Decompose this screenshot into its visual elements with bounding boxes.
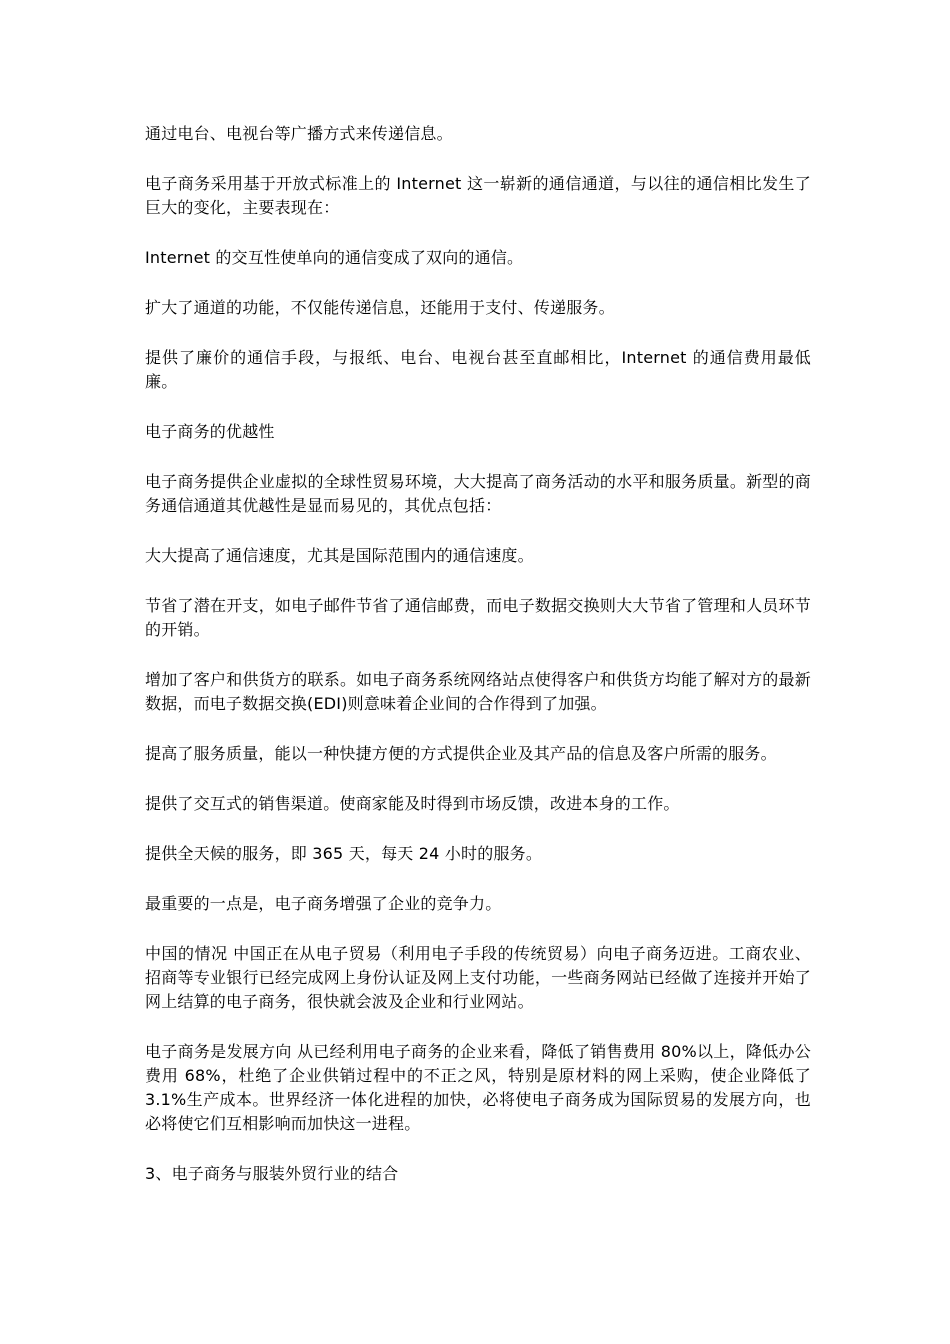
paragraph-cost-saving: 节省了潜在开支，如电子邮件节省了通信邮费，而电子数据交换则大大节省了管理和人员环节的开销。	[145, 596, 811, 639]
paragraph-customer-relations: 增加了客户和供货方的联系。如电子商务系统网络站点使得客户和供货方均能了解对方的最新数据，而电子数据交换(EDI)则意味着企业间的合作得到了加强。	[145, 670, 811, 713]
section-heading-advantages: 电子商务的优越性	[145, 422, 275, 441]
section-heading-garment-trade: 3、电子商务与服装外贸行业的结合	[145, 1164, 399, 1183]
paragraph-speed: 大大提高了通信速度，尤其是国际范围内的通信速度。	[145, 546, 534, 565]
paragraph-china-situation: 中国的情况 中国正在从电子贸易（利用电子手段的传统贸易）向电子商务迈进。工商农业、招商等专业银行已经完成网上身份认证及网上支付功能，一些商务网站已经做了连接并开始了网上结算的电子商务，很快就会波及企业和行业网站。	[145, 944, 811, 1011]
paragraph-virtual-environment: 电子商务提供企业虚拟的全球性贸易环境，大大提高了商务活动的水平和服务质量。新型的商务通信通道其优越性是显而易见的，其优点包括：	[145, 472, 811, 515]
paragraph-service-quality: 提高了服务质量，能以一种快捷方便的方式提供企业及其产品的信息及客户所需的服务。	[145, 744, 777, 763]
paragraph-broadcast: 通过电台、电视台等广播方式来传递信息。	[145, 124, 453, 143]
paragraph-interactivity: Internet 的交互性使单向的通信变成了双向的通信。	[145, 248, 524, 267]
paragraph-competitiveness: 最重要的一点是，电子商务增强了企业的竞争力。	[145, 894, 502, 913]
paragraph-low-cost: 提供了廉价的通信手段，与报纸、电台、电视台甚至直邮相比，Internet 的通信费用最低廉。	[145, 348, 811, 391]
paragraph-all-day-service: 提供全天候的服务，即 365 天，每天 24 小时的服务。	[145, 844, 543, 863]
paragraph-channel-function: 扩大了通道的功能，不仅能传递信息，还能用于支付、传递服务。	[145, 298, 615, 317]
paragraph-development-direction: 电子商务是发展方向 从已经利用电子商务的企业来看，降低了销售费用 80%以上，降低办公费用 68%，杜绝了企业供销过程中的不正之风，特别是原材料的网上采购，使企业降低了 3.1%生产成本。世界经济一体化进程的加快，必将使电子商务成为国际贸易的发展方向，也必将使它们互相影响而加快这一进程。	[145, 1042, 811, 1133]
document-body	[145, 122, 811, 1212]
paragraph-sales-channel: 提供了交互式的销售渠道。使商家能及时得到市场反馈，改进本身的工作。	[145, 794, 680, 813]
paragraph-internet-channel: 电子商务采用基于开放式标准上的 Internet 这一崭新的通信通道，与以往的通信相比发生了巨大的变化，主要表现在：	[145, 174, 811, 217]
